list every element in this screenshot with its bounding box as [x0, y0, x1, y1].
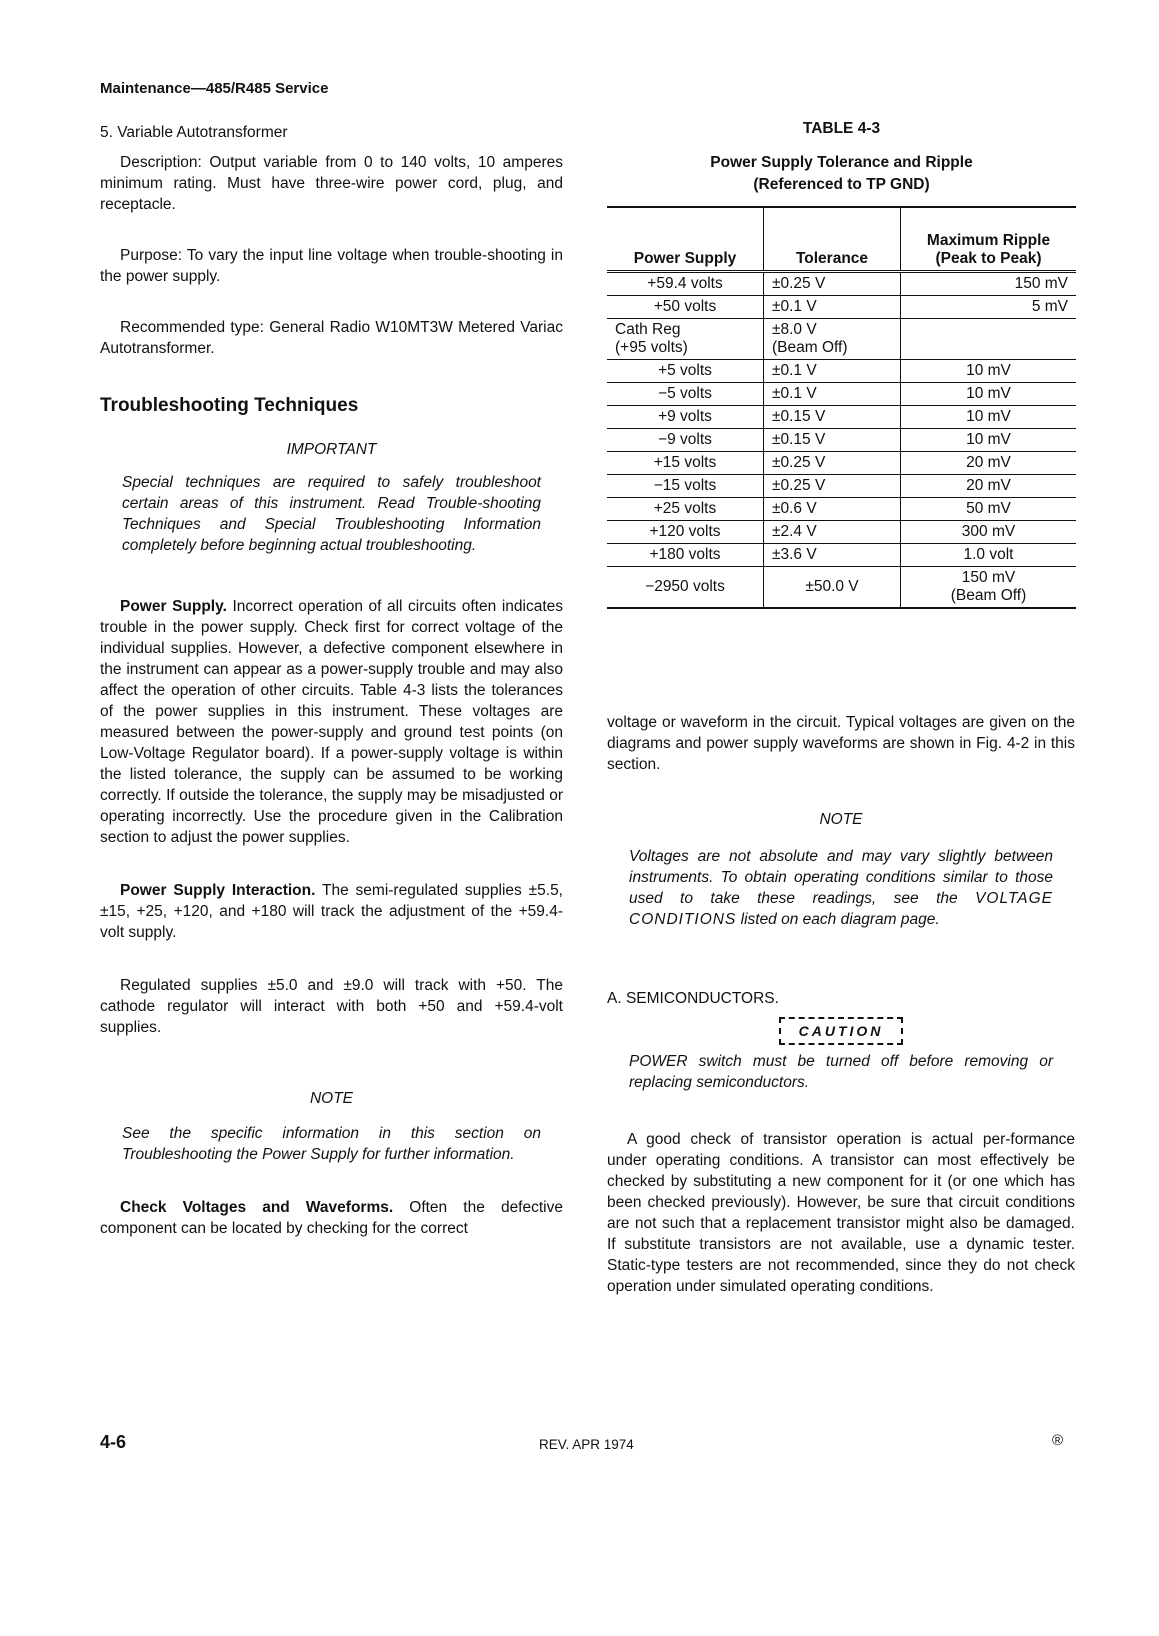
cell-ripple: 20 mV	[901, 474, 1077, 497]
cell-ripple: 50 mV	[901, 497, 1077, 520]
cell-supply: +15 volts	[607, 451, 764, 474]
table-label: TABLE 4-3	[802, 120, 881, 137]
cell-supply	[607, 318, 764, 359]
col-header-ripple	[901, 207, 1077, 271]
cell-supply: +120 volts	[607, 520, 764, 543]
cell-tolerance: ±0.25 V	[764, 271, 901, 295]
note-title: NOTE	[309, 1090, 354, 1107]
cell-tolerance-line2: (Beam Off)	[772, 338, 848, 356]
table-row	[607, 405, 1076, 428]
cell-supply-line1: Cath Reg	[615, 320, 681, 338]
important-title: IMPORTANT	[286, 441, 377, 458]
regulated-paragraph: Regulated supplies ±5.0 and ±9.0 will track with +50. The cathode regulator will interact with both +50 and +59.4-volt supplies.	[100, 977, 563, 1036]
right-note-text-caps: VOLTAGE CONDITIONS	[629, 890, 1053, 928]
table-row	[607, 271, 1076, 295]
table-row	[607, 428, 1076, 451]
cell-tolerance: ±50.0 V	[764, 566, 901, 608]
table-row	[607, 295, 1076, 318]
cell-tolerance: ±3.6 V	[764, 543, 901, 566]
right-column	[607, 712, 1075, 1297]
check-voltages-text: Often the defective component can be located by checking for the correct	[100, 1199, 563, 1237]
cell-supply: +5 volts	[607, 359, 764, 382]
running-header: Maintenance—485/R485 Service	[100, 80, 329, 97]
caution-badge: CAUTION	[779, 1017, 904, 1045]
caution-box-wrap	[607, 1017, 1075, 1045]
cell-ripple	[901, 318, 1077, 359]
cell-ripple: 20 mV	[901, 451, 1077, 474]
cell-tolerance: ±0.1 V	[764, 359, 901, 382]
item5-description: Description: Output variable from 0 to 140 volts, 10 amperes minimum rating. Must have three-wire power cord, plug, and receptacle.	[100, 154, 563, 213]
cell-tolerance: ±0.25 V	[764, 474, 901, 497]
cell-supply: +50 volts	[607, 295, 764, 318]
right-note-title: NOTE	[819, 811, 863, 828]
item5-title: 5. Variable Autotransformer	[100, 124, 288, 141]
transistor-paragraph: A good check of transistor operation is actual per-formance under operating conditions. A transistor can most effectively be checked by substituting a new component for it (or one which has been checked previously). However, be sure that circuit conditions are not such that a replacement transistor might also be damaged. If substitute transistors are not available, use a dynamic tester. Static-type testers are not recommended, since they do not check operation under simulated operating conditions.	[607, 1131, 1075, 1295]
cell-supply: −15 volts	[607, 474, 764, 497]
cell-ripple: 5 mV	[901, 295, 1077, 318]
ps-interaction-text: The semi-regulated supplies ±5.5, ±15, +25, +120, and +180 will track the adjustment of the +59.4-volt supply.	[100, 882, 563, 941]
cell-supply: +9 volts	[607, 405, 764, 428]
cell-tolerance: ±0.25 V	[764, 451, 901, 474]
table-row	[607, 543, 1076, 566]
cell-supply-line2: (+95 volts)	[615, 338, 688, 356]
ripple-header-line1: Maximum Ripple	[926, 231, 1051, 249]
table-row	[607, 451, 1076, 474]
power-supply-paragraph	[100, 596, 563, 848]
section-title: Troubleshooting Techniques	[100, 395, 359, 416]
cell-ripple-line1: 150 mV	[961, 568, 1016, 586]
ps-interaction-paragraph	[100, 880, 563, 943]
right-note-text	[607, 846, 1075, 930]
cell-ripple: 10 mV	[901, 428, 1077, 451]
cell-ripple: 10 mV	[901, 382, 1077, 405]
col-header-tolerance: Tolerance	[764, 207, 901, 271]
cell-tolerance-line1: ±8.0 V	[772, 320, 817, 338]
check-voltages-lead: Check Voltages and Waveforms.	[120, 1199, 394, 1216]
cell-tolerance	[764, 318, 901, 359]
left-column	[100, 122, 563, 1239]
table-row	[607, 474, 1076, 497]
cell-ripple	[901, 566, 1077, 608]
cell-ripple: 10 mV	[901, 359, 1077, 382]
cell-supply: +25 volts	[607, 497, 764, 520]
important-text: Special techniques are required to safely troubleshoot certain areas of this instrument. Read Trouble-shooting Techniques and Special Troubleshooting Information completely before beginning actual troubleshooting.	[122, 474, 541, 554]
table-row	[607, 497, 1076, 520]
cell-supply: −5 volts	[607, 382, 764, 405]
cell-tolerance: ±0.6 V	[764, 497, 901, 520]
note-text: See the specific information in this section on Troubleshooting the Power Supply for further information.	[122, 1125, 541, 1163]
cell-tolerance: ±2.4 V	[764, 520, 901, 543]
cell-tolerance: ±0.1 V	[764, 382, 901, 405]
cell-ripple: 150 mV	[901, 271, 1077, 295]
right-note-text-a: Voltages are not absolute and may vary slightly between instruments. To obtain operating conditions similar to those used to take these readings, see the	[629, 848, 1053, 907]
item5-purpose: Purpose: To vary the input line voltage when trouble-shooting in the power supply.	[100, 247, 563, 285]
ripple-header-line2: (Peak to Peak)	[935, 249, 1042, 267]
cell-ripple: 10 mV	[901, 405, 1077, 428]
table-title-line2: (Referenced to TP GND)	[753, 176, 930, 193]
ps-interaction-lead: Power Supply Interaction.	[120, 882, 316, 899]
caution-text: POWER switch must be turned off before removing or replacing semiconductors.	[629, 1053, 1053, 1091]
table-row	[607, 520, 1076, 543]
item5-recommended: Recommended type: General Radio W10MT3W Metered Variac Autotransformer.	[100, 319, 563, 357]
cell-ripple: 300 mV	[901, 520, 1077, 543]
cell-supply: +59.4 volts	[607, 271, 764, 295]
continued-paragraph: voltage or waveform in the circuit. Typical voltages are given on the diagrams and power supply waveforms are shown in Fig. 4-2 in this section.	[607, 714, 1075, 773]
semiconductors-title: A. SEMICONDUCTORS.	[607, 990, 779, 1007]
table-block	[607, 120, 1076, 609]
cell-tolerance: ±0.1 V	[764, 295, 901, 318]
page-number: 4-6	[100, 1432, 127, 1452]
cell-tolerance: ±0.15 V	[764, 428, 901, 451]
revision-date: REV. APR 1974	[539, 1437, 634, 1452]
table-row	[607, 359, 1076, 382]
cell-ripple: 1.0 volt	[901, 543, 1077, 566]
check-voltages-paragraph	[100, 1197, 563, 1239]
col-header-supply: Power Supply	[607, 207, 764, 271]
right-note-text-b: listed on each diagram page.	[736, 911, 940, 928]
table-row	[607, 318, 1076, 359]
cell-supply: +180 volts	[607, 543, 764, 566]
table-row	[607, 382, 1076, 405]
cell-ripple-line2: (Beam Off)	[950, 586, 1027, 604]
power-supply-lead: Power Supply.	[120, 598, 227, 615]
power-supply-text: Incorrect operation of all circuits often indicates trouble in the power supply. Check first for correct voltage of the individual supplies. However, a defective component elsewhere in the instrument can appear as a power-supply trouble and may also affect the operation of other circuits. Table 4-3 lists the tolerances of the power supplies in this instrument. These voltages are measured between the power-supply and ground test points (on Low-Voltage Regulator board). If a power-supply voltage is within the listed tolerance, the supply can be assumed to be working correctly. If outside the tolerance, the supply may be misadjusted or operating incorrectly. Use the procedure given in the Calibration section to adjust the power supplies.	[100, 598, 563, 846]
table-row	[607, 566, 1076, 608]
cell-supply: −2950 volts	[607, 566, 764, 608]
cell-supply: −9 volts	[607, 428, 764, 451]
cell-tolerance: ±0.15 V	[764, 405, 901, 428]
tolerance-table	[607, 206, 1076, 609]
logo-mark: ®	[1052, 1432, 1064, 1449]
table-title-line1: Power Supply Tolerance and Ripple	[710, 154, 973, 171]
